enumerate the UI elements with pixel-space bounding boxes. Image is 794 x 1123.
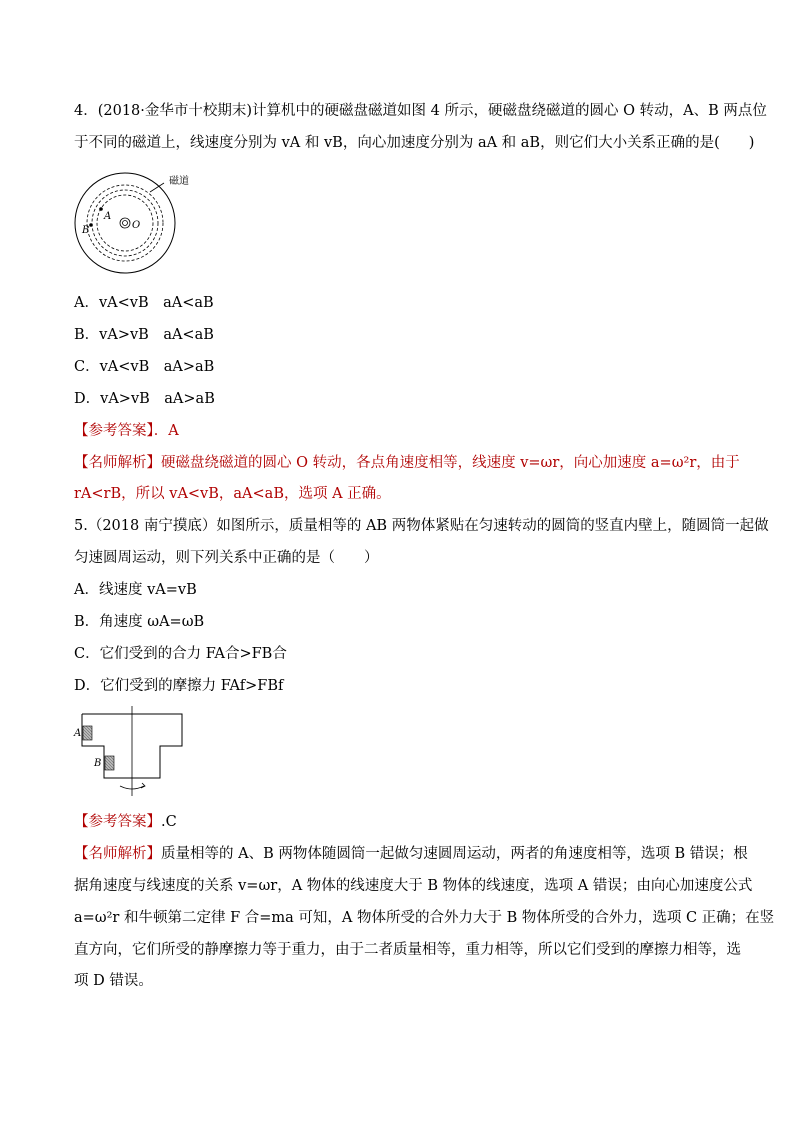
q4-analysis-text1: 硬磁盘绕磁道的圆心 O 转动，各点角速度相等，线速度 v=ωr，向心加速度 a=ω²r，由于 — [161, 455, 740, 471]
q5-answer-label: 【参考答案】 — [74, 814, 161, 830]
q5-stem-line1: 5.（2018 南宁摸底）如图所示，质量相等的 AB 两物体紧贴在匀速转动的圆筒的竖直内壁上，随圆筒一起做 — [74, 518, 769, 534]
q4-option-a: A．vA<vB aA<aB — [74, 295, 214, 311]
track-label: 磁道 — [169, 176, 189, 187]
q5-analysis-label: 【名师解析】 — [74, 846, 161, 862]
q5-analysis-line5: 项 D 错误。 — [74, 973, 153, 989]
object-b-label: B — [94, 758, 102, 769]
q5-option-b: B．角速度 ωA=ωB — [74, 614, 205, 630]
q5-analysis-text1: 质量相等的 A、B 两物体随圆筒一起做匀速圆周运动，两者的角速度相等，选项 B 错误；根 — [161, 846, 748, 862]
q4-option-c: C．vA<vB aA>aB — [74, 359, 215, 375]
rotating-cylinder-figure — [72, 706, 188, 796]
q4-stem-line1: 4．(2018·金华市十校期末)计算机中的硬磁盘磁道如图 4 所示，硬磁盘绕磁道的圆心 O 转动，A、B 两点位 — [74, 103, 767, 119]
q5-analysis-line1 — [74, 844, 748, 864]
q5-analysis-line4: 直方向，它们所受的静摩擦力等于重力，由于二者质量相等，重力相等，所以它们受到的摩擦力相等，选 — [74, 942, 741, 958]
q4-stem-line2: 于不同的磁道上，线速度分别为 vA 和 vB，向心加速度分别为 aA 和 aB，则它们大小关系正确的是( ) — [74, 135, 755, 151]
q5-answer — [74, 812, 177, 832]
q4-analysis-label: 【名师解析】 — [74, 455, 161, 471]
q4-option-d: D．vA>vB aA>aB — [74, 391, 215, 407]
q4-answer-value: ．A — [153, 423, 179, 439]
q5-option-a: A．线速度 vA=vB — [74, 582, 197, 598]
q4-analysis-line2: rA<rB，所以 vA<vB，aA<aB，选项 A 正确。 — [74, 486, 391, 502]
point-a-label: A — [104, 211, 112, 222]
point-b-label: B — [82, 225, 90, 236]
object-a-label: A — [74, 728, 82, 739]
q4-answer-label: 【参考答案】 — [74, 423, 154, 439]
q5-analysis-line2: 据角速度与线速度的关系 v=ωr，A 物体的线速度大于 B 物体的线速度，选项 A 错误；由向心加速度公式 — [74, 878, 753, 894]
q5-option-c: C．它们受到的合力 FA合>FB合 — [74, 646, 287, 662]
q5-answer-value: .C — [161, 814, 177, 830]
q4-option-b: B．vA>vB aA<aB — [74, 327, 214, 343]
q5-option-d: D．它们受到的摩擦力 FAf>FBf — [74, 678, 284, 694]
q4-analysis-line1 — [74, 453, 740, 473]
q5-analysis-line3: a=ω²r 和牛顿第二定律 F 合=ma 可知，A 物体所受的合外力大于 B 物体所受的合外力，选项 C 正确；在竖 — [74, 910, 775, 926]
center-o-label: O — [132, 220, 141, 231]
q4-answer — [74, 421, 179, 441]
hard-disk-track-figure — [70, 170, 194, 278]
q5-stem-line2: 匀速圆周运动，则下列关系中正确的是（ ） — [74, 550, 379, 566]
